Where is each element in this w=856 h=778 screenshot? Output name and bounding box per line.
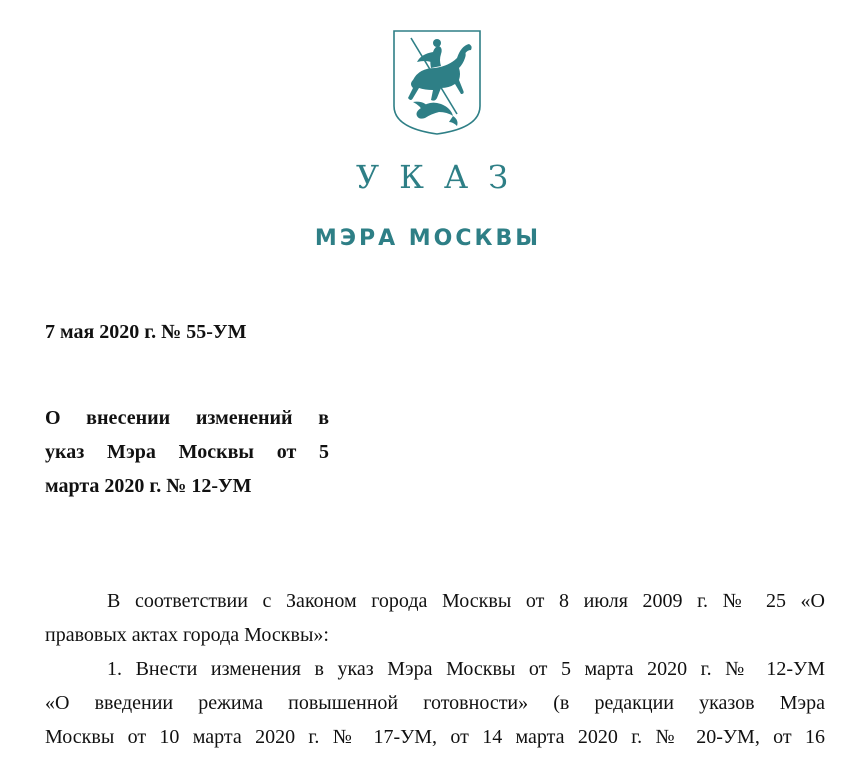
- subject-line: марта 2020 г. № 12-УМ: [45, 475, 252, 497]
- paragraph-line: «О введении режима повышенной готовности» (в редакции указов Мэра: [45, 692, 825, 714]
- document-body: [45, 584, 825, 754]
- paragraph-line: В соответствии с Законом города Москвы от 8 июля 2009 г. № 25 «О: [107, 590, 825, 612]
- subject-line: О внесении изменений в: [45, 407, 329, 429]
- moscow-coat-of-arms-icon: [391, 28, 483, 136]
- decree-issuer: МЭРА МОСКВЫ: [314, 226, 542, 251]
- subject-line: указ Мэра Москвы от 5: [45, 441, 329, 463]
- paragraph-line: Москвы от 10 марта 2020 г. № 17-УМ, от 14 марта 2020 г. № 20-УМ, от 16: [45, 726, 825, 748]
- paragraph-line: 1. Внести изменения в указ Мэра Москвы от 5 марта 2020 г. № 12-УМ: [107, 658, 825, 680]
- document-subject: [45, 401, 329, 503]
- paragraph-line: правовых актах города Москвы»:: [45, 624, 329, 646]
- decree-title: УКАЗ: [355, 158, 529, 196]
- document-date-number: 7 мая 2020 г. № 55-УМ: [45, 321, 247, 343]
